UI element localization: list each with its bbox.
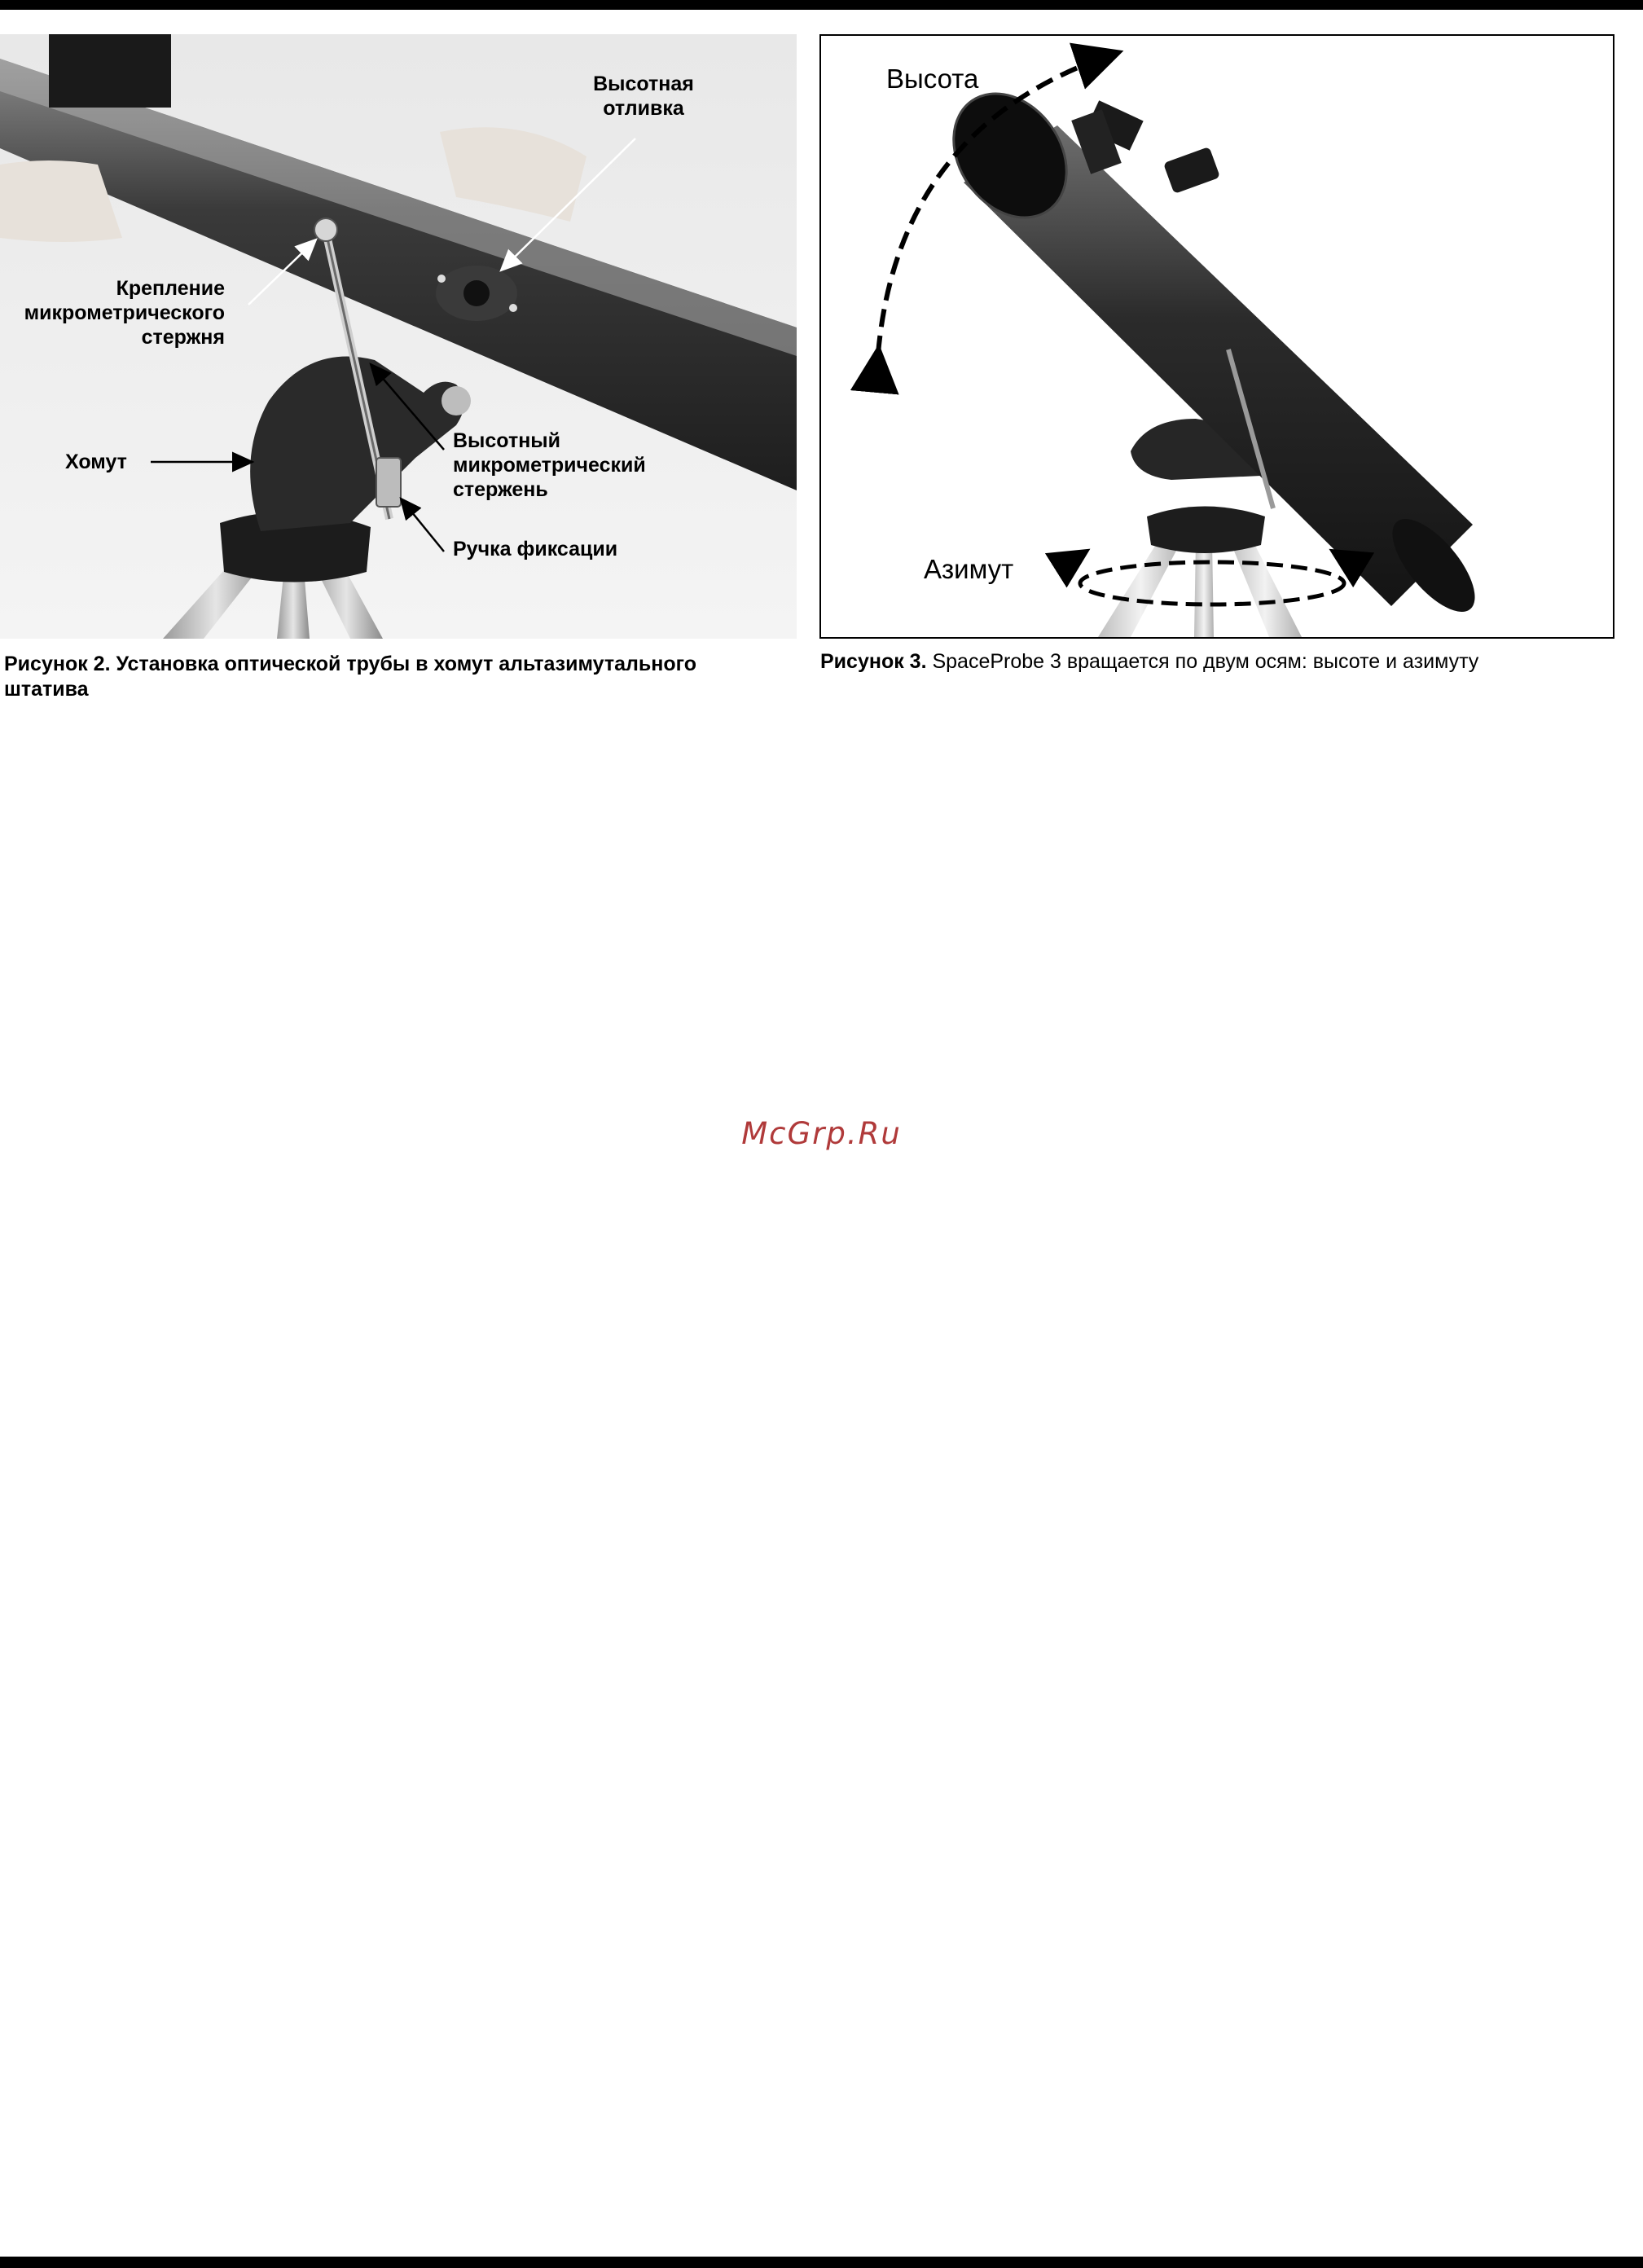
lock-knob [376,458,401,507]
figure-2-photo [0,34,797,639]
figure-3-photo [819,34,1614,639]
tripod-head [1147,507,1265,554]
figure-2-caption: Рисунок 2. Установка оптической трубы в хомут альтазимутального штатива [4,653,696,701]
label-altitude: Высота [886,64,979,94]
label-cradle: Хомут [65,451,127,473]
rod-mount [314,218,337,241]
watermark: McGrp.Ru [741,1116,902,1151]
label-altitude-cast: Высотная отливка [593,73,694,120]
label-micrometer-rod: Высотный микрометрический стержень [453,429,646,501]
label-azimuth: Азимут [924,554,1014,584]
label-rod-mount: Крепление микрометрического стержня [24,277,225,349]
bottom-rule [0,2257,1643,2268]
figure-3-caption: Рисунок 3. SpaceProbe 3 вращается по двум осям: высоте и азимуту [820,650,1479,673]
cradle-hole [442,386,471,415]
label-lock-knob: Ручка фиксации [453,538,618,560]
focuser [49,34,171,108]
top-rule [0,0,1643,10]
altitude-cast [436,266,517,321]
